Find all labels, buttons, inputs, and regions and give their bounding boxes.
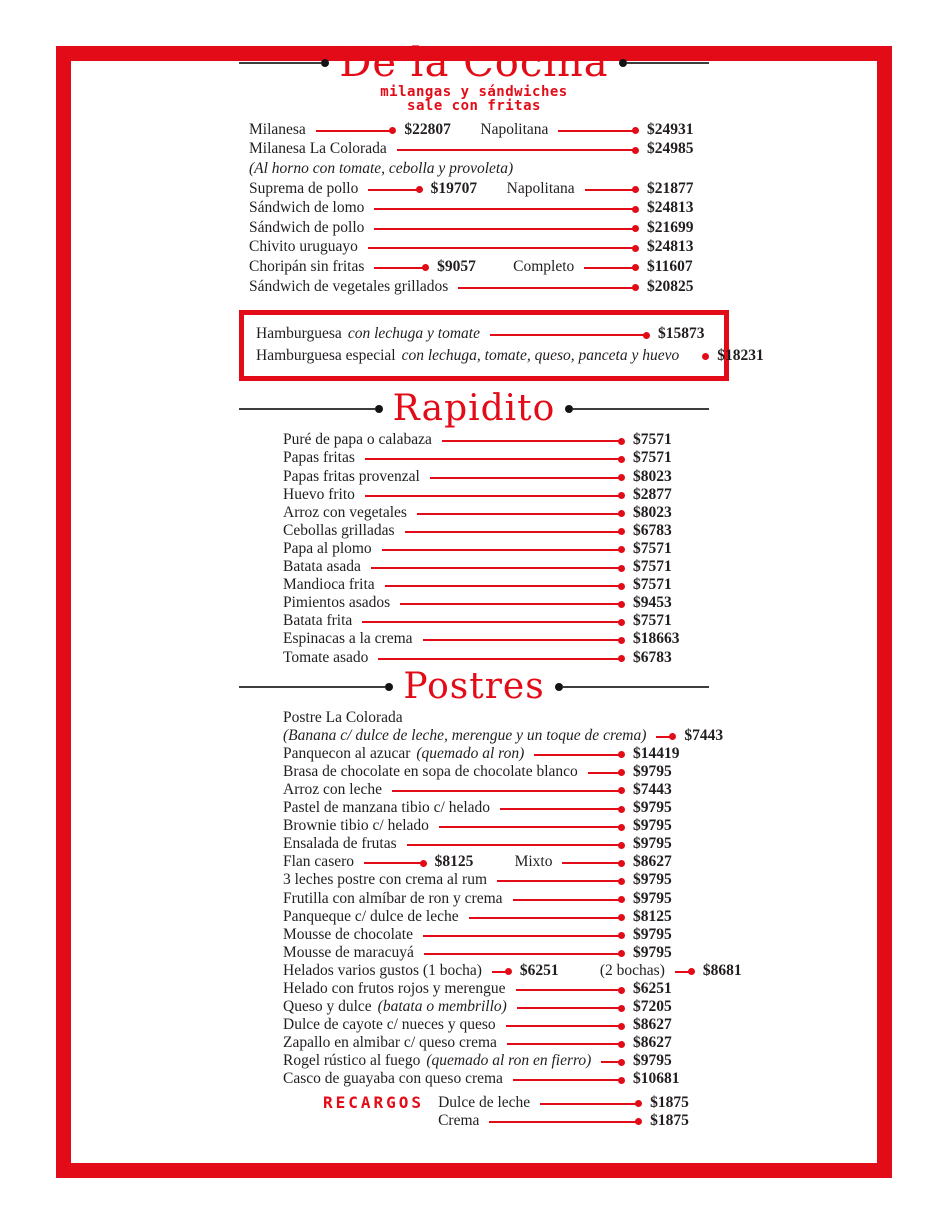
menu-item-row [283, 908, 693, 926]
price-leader-line [516, 989, 623, 991]
item-price: $9795 [633, 817, 672, 835]
item-variant-name: Completo [513, 257, 575, 275]
item-price: $7443 [684, 726, 724, 744]
item-name: 3 leches postre con crema al rum [283, 871, 487, 889]
recargos-label: RECARGOS [323, 1092, 425, 1112]
menu-item-row [438, 1112, 696, 1130]
item-variant-price: $8681 [702, 961, 742, 979]
header-rule-dot [619, 59, 627, 67]
price-leader-line [506, 1025, 623, 1027]
item-name: Dulce de cayote c/ nueces y queso [283, 1016, 496, 1034]
item-name: Sándwich de lomo [249, 199, 365, 217]
price-leader-line [469, 917, 623, 919]
item-name: Suprema de pollo [249, 179, 359, 197]
item-price: $9795 [633, 871, 672, 889]
price-leader-line [588, 772, 623, 774]
menu-item-row [283, 726, 724, 745]
item-name: Sándwich de pollo [249, 218, 365, 236]
item-price: $24985 [647, 140, 694, 158]
item-name: Milanesa [249, 120, 306, 138]
price-leader-line [424, 953, 623, 955]
header-rule-right [619, 59, 709, 67]
item-name: Ensalada de frutas [283, 835, 397, 853]
price-leader-line [362, 621, 623, 623]
price-leader-line [385, 585, 623, 587]
item-variant-price: $11607 [647, 257, 693, 275]
price-leader-line [558, 130, 637, 132]
item-name: Pimientos asados [283, 594, 391, 612]
menu-item-row [283, 576, 693, 594]
item-price: $7571 [633, 539, 672, 557]
menu-item-row [283, 648, 693, 666]
item-name: Helado con frutos rojos y merengue [283, 980, 506, 998]
price-leader-line [534, 754, 623, 756]
price-leader-line [492, 971, 510, 973]
item-name: Papas fritas provenzal [283, 467, 420, 485]
price-leader-line [507, 1043, 623, 1045]
menu-item-row [283, 558, 693, 576]
price-leader-line [513, 899, 623, 901]
price-leader-line [417, 513, 623, 515]
price-leader-line [656, 736, 674, 738]
item-variant-name: Mixto [514, 853, 553, 871]
header-rule-line [239, 62, 321, 64]
header-rule-left [239, 683, 393, 691]
menu-item-row [283, 612, 693, 630]
header-rule-left [239, 59, 329, 67]
item-price: $6783 [633, 648, 672, 666]
price-leader-line [517, 1007, 623, 1009]
section-postres [239, 665, 742, 1089]
item-desc: (quemado al ron en fierro) [426, 1052, 592, 1070]
header-rule-line [239, 686, 385, 688]
menu-item-row [249, 159, 703, 179]
item-price: $24813 [647, 199, 694, 217]
item-price: $7571 [633, 449, 672, 467]
item-name: Dulce de leche [438, 1093, 531, 1111]
section-header-rapidito [239, 389, 709, 429]
item-variant-price: $21877 [647, 179, 694, 197]
item-price: $18663 [633, 630, 680, 648]
menu-item-row [249, 179, 703, 199]
price-leader-line [368, 189, 420, 191]
item-name: Postre La Colorada [283, 708, 403, 726]
header-rule-line [627, 62, 709, 64]
item-price: $9795 [633, 925, 672, 943]
menu-item-row [283, 1016, 693, 1034]
item-name: Milanesa La Colorada [249, 140, 387, 158]
section-subtitle-1: milangas y sándwiches [380, 84, 568, 100]
section-title-cocina: De la Cocina [339, 40, 609, 86]
header-rule-line [573, 408, 709, 410]
item-price: $6251 [519, 961, 559, 979]
item-price: $19707 [430, 179, 478, 197]
menu-item-row [283, 522, 693, 540]
item-name: Casco de guayaba con queso crema [283, 1070, 503, 1088]
item-price: $15873 [658, 325, 705, 343]
item-variant-name: Napolitana [506, 179, 575, 197]
item-variant-name: Napolitana [480, 120, 549, 138]
menu-item-row [249, 120, 703, 140]
item-price: $8627 [633, 1016, 672, 1034]
featured-items-box [239, 310, 764, 381]
price-leader-line [430, 477, 623, 479]
price-leader-line [364, 862, 425, 864]
menu-item-row [283, 980, 693, 998]
item-variant-price: $24931 [647, 120, 694, 138]
postres-item-list [239, 708, 742, 1089]
menu-item-row [283, 835, 693, 853]
item-name: Hamburguesa especial [256, 346, 396, 364]
price-leader-line [374, 208, 637, 210]
menu-item-row [249, 277, 703, 297]
price-leader-line [316, 130, 395, 132]
rapidito-item-list [239, 431, 709, 666]
item-price: $20825 [647, 277, 694, 295]
item-name: Arroz con vegetales [283, 503, 407, 521]
item-variant-name: (2 bochas) [599, 961, 665, 979]
item-name: Flan casero [283, 853, 355, 871]
item-name: Brownie tibio c/ helado [283, 817, 429, 835]
price-leader-line [405, 531, 624, 533]
menu-item-row [283, 799, 693, 817]
menu-item-row [283, 763, 693, 781]
item-name: Tomate asado [283, 648, 369, 666]
menu-item-row [283, 853, 693, 871]
price-leader-line [489, 1121, 640, 1123]
item-name: Brasa de chocolate en sopa de chocolate blanco [283, 762, 578, 780]
menu-item-row [283, 1070, 693, 1088]
menu-item-row [283, 745, 693, 763]
item-name: Mousse de chocolate [283, 925, 413, 943]
header-rule-right [555, 683, 709, 691]
header-rule-left [239, 405, 383, 413]
item-name: Batata frita [283, 612, 353, 630]
menu-item-row [249, 198, 703, 218]
menu-item-row [283, 1034, 693, 1052]
menu-item-row [283, 944, 693, 962]
item-price: $1875 [650, 1093, 689, 1111]
price-leader-line [368, 247, 637, 249]
menu-item-row [256, 323, 712, 345]
section-title-rapidito: Rapidito [392, 388, 556, 430]
menu-item-row [249, 140, 703, 160]
item-name: Huevo frito [283, 485, 355, 503]
item-price: $8023 [633, 503, 672, 521]
item-name: Pastel de manzana tibio c/ helado [283, 799, 491, 817]
item-price: $9795 [633, 1052, 672, 1070]
item-name: Mandioca frita [283, 576, 375, 594]
menu-item-row [283, 449, 693, 467]
menu-item-row [283, 594, 693, 612]
item-name: Papas fritas [283, 449, 355, 467]
menu-item-row [438, 1094, 696, 1112]
item-price: $18231 [717, 346, 764, 364]
price-leader-line [374, 228, 637, 230]
item-name: Panquecon al azucar [283, 744, 411, 762]
price-leader-line [397, 149, 637, 151]
item-name: Crema [438, 1111, 480, 1129]
item-price: $1875 [650, 1111, 689, 1129]
item-name: Sándwich de vegetales grillados [249, 277, 449, 295]
price-leader-line [675, 971, 693, 973]
price-leader-line [562, 862, 623, 864]
price-leader-line [400, 603, 623, 605]
header-rule-line [239, 408, 375, 410]
item-note: (Al horno con tomate, cebolla y provoleta) [249, 159, 514, 177]
item-price: $8627 [633, 1034, 672, 1052]
section-subtitle-2: sale con fritas [407, 98, 541, 114]
item-name: Mousse de maracuyá [283, 943, 414, 961]
recargos-item-list [438, 1094, 696, 1130]
menu-item-row [283, 486, 693, 504]
item-name: Papa al plomo [283, 539, 372, 557]
item-desc: (batata o membrillo) [377, 998, 507, 1016]
item-price: $7571 [633, 612, 672, 630]
menu-item-row [249, 257, 703, 277]
section-header-cocina [239, 41, 709, 85]
item-desc: (quemado al ron) [416, 744, 525, 762]
section-rapidito [239, 389, 709, 666]
menu-item-row [283, 540, 693, 558]
menu-item-row [283, 504, 693, 522]
menu-item-row [283, 961, 742, 980]
price-leader-line [378, 658, 623, 660]
menu-item-row [283, 630, 693, 648]
price-leader-line [374, 267, 427, 269]
price-leader-line [513, 1079, 623, 1081]
price-leader-line [365, 458, 623, 460]
menu-item-row [283, 998, 693, 1016]
item-name: Helados varios gustos (1 bocha) [283, 961, 482, 979]
price-leader-line [442, 440, 623, 442]
section-title-postres: Postres [403, 665, 545, 707]
price-leader-line [392, 790, 623, 792]
item-price: $6783 [633, 521, 672, 539]
item-price: $9795 [633, 835, 672, 853]
menu-item-row [283, 890, 693, 908]
price-leader-line [423, 935, 623, 937]
item-name: Espinacas a la crema [283, 630, 413, 648]
header-rule-dot [321, 59, 329, 67]
item-name: Hamburguesa [256, 325, 342, 343]
section-header-postres [239, 667, 709, 707]
item-desc: con lechuga y tomate [347, 325, 480, 343]
menu-item-row [283, 1052, 693, 1070]
item-price: $8023 [633, 467, 672, 485]
price-leader-line [497, 880, 623, 882]
item-price: $9453 [633, 594, 672, 612]
item-price: $7571 [633, 576, 672, 594]
item-name: Queso y dulce [283, 998, 372, 1016]
item-price: $7571 [633, 431, 672, 449]
menu-item-row [283, 468, 693, 486]
item-name: Puré de papa o calabaza [283, 431, 432, 449]
item-name: Arroz con leche [283, 780, 382, 798]
item-price: $14419 [633, 744, 680, 762]
item-name: Frutilla con almíbar de ron y crema [283, 889, 503, 907]
item-price: $21699 [647, 218, 694, 236]
price-leader-line [382, 549, 623, 551]
item-price: $10681 [633, 1070, 680, 1088]
item-name: Zapallo en almibar c/ queso crema [283, 1034, 497, 1052]
price-leader-line [423, 639, 623, 641]
item-price: $24813 [647, 238, 694, 256]
item-price: $9795 [633, 762, 672, 780]
menu-item-row [283, 817, 693, 835]
menu-item-row [249, 238, 703, 258]
item-price: $7571 [633, 558, 672, 576]
price-leader-line [407, 844, 623, 846]
item-desc: (Banana c/ dulce de leche, merengue y un toque de crema) [283, 726, 647, 744]
header-rule-dot [555, 683, 563, 691]
menu-item-row [249, 218, 703, 238]
price-leader-line [365, 495, 623, 497]
item-price: $9795 [633, 889, 672, 907]
price-leader-line [439, 826, 623, 828]
section-cocina [239, 41, 709, 296]
menu-item-row [283, 709, 693, 727]
item-name: Panqueque c/ dulce de leche [283, 907, 459, 925]
price-leader-line [601, 1061, 623, 1063]
item-variant-price: $8627 [633, 853, 672, 871]
cocina-item-list [239, 120, 709, 296]
price-leader-line [689, 356, 707, 358]
header-rule-dot [565, 405, 573, 413]
item-price: $7205 [633, 998, 672, 1016]
item-desc: con lechuga, tomate, queso, panceta y huevo [401, 346, 680, 364]
item-price: $8125 [434, 853, 474, 871]
menu-item-row [283, 871, 693, 889]
price-leader-line [585, 189, 637, 191]
item-name: Cebollas grilladas [283, 521, 395, 539]
price-leader-line [500, 808, 623, 810]
menu-item-row [283, 926, 693, 944]
menu-item-row [283, 781, 693, 799]
menu-item-row [256, 345, 764, 367]
price-leader-line [458, 287, 637, 289]
price-leader-line [490, 334, 648, 336]
item-name: Choripán sin fritas [249, 257, 365, 275]
recargos-block [239, 1094, 709, 1130]
item-price: $22807 [404, 120, 451, 138]
item-price: $9795 [633, 943, 672, 961]
header-rule-dot [385, 683, 393, 691]
item-price: $9795 [633, 799, 672, 817]
price-leader-line [540, 1103, 640, 1105]
price-leader-line [371, 567, 623, 569]
item-name: Chivito uruguayo [249, 238, 358, 256]
header-rule-dot [375, 405, 383, 413]
item-name: Rogel rústico al fuego [283, 1052, 421, 1070]
item-price: $2877 [633, 485, 672, 503]
header-rule-right [565, 405, 709, 413]
item-price: $6251 [633, 980, 672, 998]
item-price: $9057 [437, 257, 476, 275]
header-rule-line [563, 686, 709, 688]
item-price: $7443 [633, 780, 672, 798]
menu-item-row [283, 431, 693, 449]
item-price: $8125 [633, 907, 672, 925]
price-leader-line [584, 267, 637, 269]
item-name: Batata asada [283, 558, 361, 576]
